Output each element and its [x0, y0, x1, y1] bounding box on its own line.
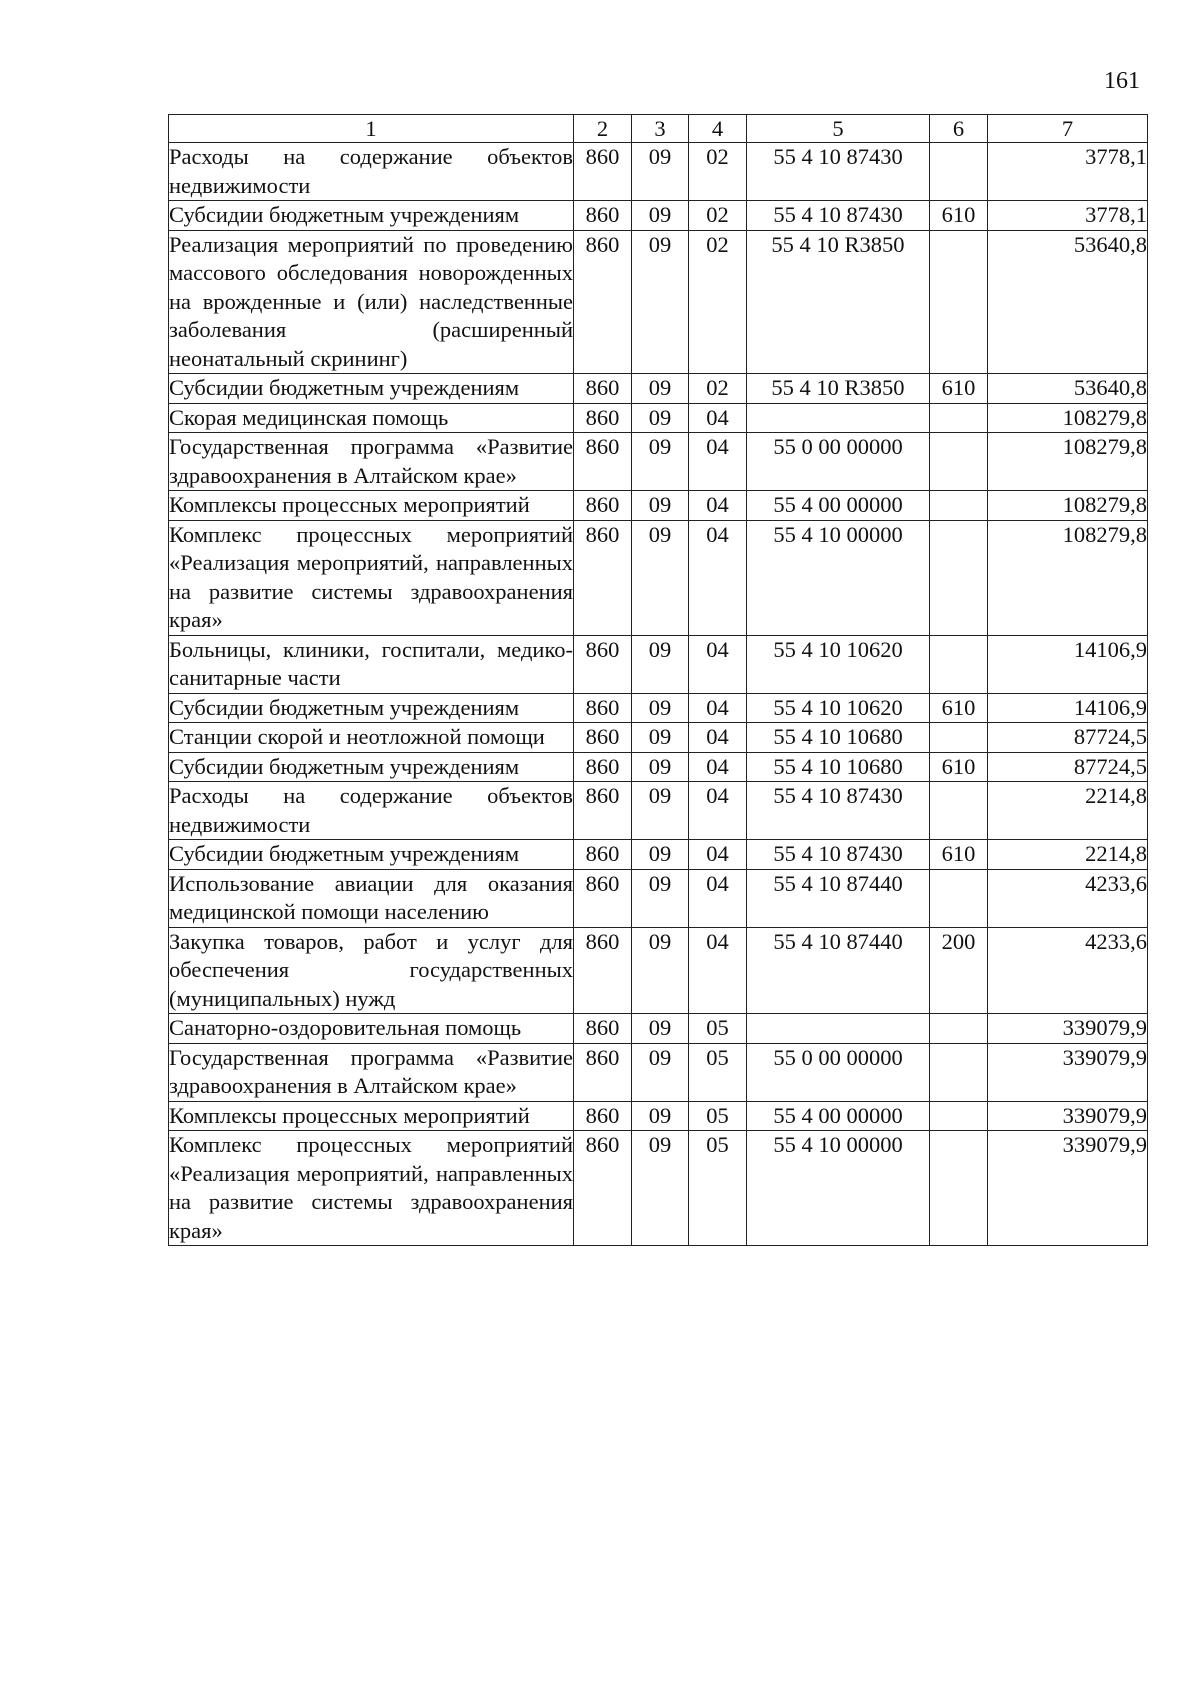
row-name-cell: Субсидии бюджетным учреждениям [169, 201, 574, 231]
target-article-cell: 55 4 10 10620 [747, 635, 930, 693]
target-article-cell [747, 1014, 930, 1044]
table-row [169, 635, 1148, 693]
amount-cell: 339079,9 [988, 1043, 1148, 1101]
table-row [169, 201, 1148, 231]
table-row [169, 752, 1148, 782]
row-name-cell: Скорая медицинская помощь [169, 403, 574, 433]
subsection-code-cell: 09 [632, 927, 689, 1014]
section-code-cell: 860 [574, 520, 632, 635]
subsection-code-cell: 09 [632, 840, 689, 870]
row-name-cell: Расходы на содержание объектов недвижимости [169, 782, 574, 840]
table-row [169, 927, 1148, 1014]
amount-cell: 108279,8 [988, 520, 1148, 635]
subsection2-code-cell: 04 [689, 635, 747, 693]
section-code-cell: 860 [574, 1014, 632, 1044]
amount-cell: 87724,5 [988, 723, 1148, 753]
target-article-cell: 55 4 10 87430 [747, 201, 930, 231]
subsection-code-cell: 09 [632, 1131, 689, 1246]
target-article-cell: 55 4 00 00000 [747, 491, 930, 521]
expense-type-cell [930, 635, 988, 693]
target-article-cell: 55 4 10 87430 [747, 782, 930, 840]
header-row [169, 115, 1148, 143]
budget-table [168, 114, 1148, 1246]
subsection2-code-cell: 02 [689, 230, 747, 374]
target-article-cell: 55 4 10 00000 [747, 520, 930, 635]
subsection-code-cell: 09 [632, 1043, 689, 1101]
section-code-cell: 860 [574, 927, 632, 1014]
amount-cell: 108279,8 [988, 491, 1148, 521]
amount-cell: 2214,8 [988, 840, 1148, 870]
row-name-cell: Государственная программа «Развитие здравоохранения в Алтайском крае» [169, 433, 574, 491]
amount-cell: 53640,8 [988, 374, 1148, 404]
expense-type-cell [930, 723, 988, 753]
section-code-cell: 860 [574, 201, 632, 231]
section-code-cell: 860 [574, 491, 632, 521]
column-header: 3 [632, 115, 689, 143]
table-row [169, 1014, 1148, 1044]
subsection-code-cell: 09 [632, 433, 689, 491]
expense-type-cell: 610 [930, 752, 988, 782]
subsection-code-cell: 09 [632, 520, 689, 635]
target-article-cell: 55 4 10 R3850 [747, 374, 930, 404]
expense-type-cell [930, 1014, 988, 1044]
expense-type-cell: 610 [930, 374, 988, 404]
row-name-cell: Закупка товаров, работ и услуг для обеспечения государственных (муниципальных) нужд [169, 927, 574, 1014]
row-name-cell: Субсидии бюджетным учреждениям [169, 840, 574, 870]
table-row [169, 433, 1148, 491]
target-article-cell: 55 4 10 00000 [747, 1131, 930, 1246]
target-article-cell: 55 4 10 10620 [747, 693, 930, 723]
subsection2-code-cell: 04 [689, 927, 747, 1014]
target-article-cell: 55 4 10 10680 [747, 723, 930, 753]
expense-type-cell [930, 1101, 988, 1131]
section-code-cell: 860 [574, 143, 632, 201]
subsection2-code-cell: 05 [689, 1014, 747, 1044]
row-name-cell: Больницы, клиники, госпитали, медико-санитарные части [169, 635, 574, 693]
expense-type-cell [930, 491, 988, 521]
subsection2-code-cell: 04 [689, 782, 747, 840]
table-row [169, 374, 1148, 404]
column-header: 7 [988, 115, 1148, 143]
subsection-code-cell: 09 [632, 201, 689, 231]
amount-cell: 2214,8 [988, 782, 1148, 840]
subsection-code-cell: 09 [632, 491, 689, 521]
expense-type-cell [930, 230, 988, 374]
target-article-cell: 55 4 10 87430 [747, 840, 930, 870]
column-header: 2 [574, 115, 632, 143]
expense-type-cell [930, 782, 988, 840]
table-row [169, 230, 1148, 374]
subsection2-code-cell: 04 [689, 869, 747, 927]
expense-type-cell [930, 433, 988, 491]
target-article-cell: 55 4 10 R3850 [747, 230, 930, 374]
section-code-cell: 860 [574, 230, 632, 374]
table-row [169, 723, 1148, 753]
subsection2-code-cell: 04 [689, 752, 747, 782]
table-row [169, 693, 1148, 723]
row-name-cell: Субсидии бюджетным учреждениям [169, 752, 574, 782]
table-row [169, 403, 1148, 433]
section-code-cell: 860 [574, 723, 632, 753]
expense-type-cell [930, 403, 988, 433]
row-name-cell: Комплекс процессных мероприятий «Реализация мероприятий, направленных на развитие системы здравоохранения края» [169, 520, 574, 635]
row-name-cell: Субсидии бюджетным учреждениям [169, 374, 574, 404]
target-article-cell: 55 4 10 10680 [747, 752, 930, 782]
expense-type-cell [930, 143, 988, 201]
amount-cell: 108279,8 [988, 433, 1148, 491]
target-article-cell [747, 403, 930, 433]
table-row [169, 869, 1148, 927]
column-header: 6 [930, 115, 988, 143]
table-row [169, 1043, 1148, 1101]
amount-cell: 339079,9 [988, 1131, 1148, 1246]
subsection2-code-cell: 04 [689, 403, 747, 433]
target-article-cell: 55 0 00 00000 [747, 433, 930, 491]
column-header: 1 [169, 115, 574, 143]
table-row [169, 520, 1148, 635]
subsection2-code-cell: 05 [689, 1043, 747, 1101]
subsection2-code-cell: 04 [689, 520, 747, 635]
expense-type-cell [930, 520, 988, 635]
section-code-cell: 860 [574, 1131, 632, 1246]
subsection-code-cell: 09 [632, 230, 689, 374]
subsection2-code-cell: 02 [689, 143, 747, 201]
subsection-code-cell: 09 [632, 869, 689, 927]
table-row [169, 143, 1148, 201]
table-row [169, 1101, 1148, 1131]
row-name-cell: Станции скорой и неотложной помощи [169, 723, 574, 753]
section-code-cell: 860 [574, 840, 632, 870]
target-article-cell: 55 4 10 87430 [747, 143, 930, 201]
target-article-cell: 55 4 00 00000 [747, 1101, 930, 1131]
expense-type-cell [930, 1131, 988, 1246]
subsection-code-cell: 09 [632, 782, 689, 840]
row-name-cell: Использование авиации для оказания медицинской помощи населению [169, 869, 574, 927]
amount-cell: 108279,8 [988, 403, 1148, 433]
section-code-cell: 860 [574, 782, 632, 840]
subsection2-code-cell: 04 [689, 433, 747, 491]
target-article-cell: 55 4 10 87440 [747, 927, 930, 1014]
column-header: 5 [747, 115, 930, 143]
subsection-code-cell: 09 [632, 1014, 689, 1044]
section-code-cell: 860 [574, 374, 632, 404]
amount-cell: 53640,8 [988, 230, 1148, 374]
row-name-cell: Реализация мероприятий по проведению массового обследования новорожденных на врожденные и (или) наследственные заболевания (расширенный неонатальный скрининг) [169, 230, 574, 374]
section-code-cell: 860 [574, 869, 632, 927]
subsection2-code-cell: 04 [689, 491, 747, 521]
section-code-cell: 860 [574, 433, 632, 491]
row-name-cell: Комплексы процессных мероприятий [169, 491, 574, 521]
subsection2-code-cell: 04 [689, 723, 747, 753]
amount-cell: 3778,1 [988, 143, 1148, 201]
subsection2-code-cell: 02 [689, 201, 747, 231]
amount-cell: 87724,5 [988, 752, 1148, 782]
subsection-code-cell: 09 [632, 1101, 689, 1131]
amount-cell: 14106,9 [988, 693, 1148, 723]
row-name-cell: Субсидии бюджетным учреждениям [169, 693, 574, 723]
expense-type-cell: 610 [930, 840, 988, 870]
amount-cell: 339079,9 [988, 1014, 1148, 1044]
subsection-code-cell: 09 [632, 635, 689, 693]
section-code-cell: 860 [574, 635, 632, 693]
table-row [169, 840, 1148, 870]
target-article-cell: 55 0 00 00000 [747, 1043, 930, 1101]
section-code-cell: 860 [574, 403, 632, 433]
subsection-code-cell: 09 [632, 752, 689, 782]
subsection-code-cell: 09 [632, 403, 689, 433]
amount-cell: 14106,9 [988, 635, 1148, 693]
section-code-cell: 860 [574, 752, 632, 782]
amount-cell: 4233,6 [988, 869, 1148, 927]
column-header: 4 [689, 115, 747, 143]
expense-type-cell [930, 1043, 988, 1101]
row-name-cell: Расходы на содержание объектов недвижимости [169, 143, 574, 201]
expense-type-cell: 200 [930, 927, 988, 1014]
section-code-cell: 860 [574, 1043, 632, 1101]
row-name-cell: Комплексы процессных мероприятий [169, 1101, 574, 1131]
table-body [169, 143, 1148, 1246]
section-code-cell: 860 [574, 693, 632, 723]
subsection2-code-cell: 04 [689, 840, 747, 870]
subsection-code-cell: 09 [632, 143, 689, 201]
target-article-cell: 55 4 10 87440 [747, 869, 930, 927]
subsection2-code-cell: 04 [689, 693, 747, 723]
subsection2-code-cell: 05 [689, 1131, 747, 1246]
expense-type-cell: 610 [930, 693, 988, 723]
subsection-code-cell: 09 [632, 693, 689, 723]
row-name-cell: Комплекс процессных мероприятий «Реализация мероприятий, направленных на развитие системы здравоохранения края» [169, 1131, 574, 1246]
section-code-cell: 860 [574, 1101, 632, 1131]
subsection2-code-cell: 05 [689, 1101, 747, 1131]
subsection-code-cell: 09 [632, 374, 689, 404]
row-name-cell: Государственная программа «Развитие здравоохранения в Алтайском крае» [169, 1043, 574, 1101]
table-row [169, 782, 1148, 840]
subsection2-code-cell: 02 [689, 374, 747, 404]
expense-type-cell [930, 869, 988, 927]
expense-type-cell: 610 [930, 201, 988, 231]
amount-cell: 4233,6 [988, 927, 1148, 1014]
subsection-code-cell: 09 [632, 723, 689, 753]
table-row [169, 1131, 1148, 1246]
row-name-cell: Санаторно-оздоровительная помощь [169, 1014, 574, 1044]
page-number: 161 [1104, 68, 1140, 94]
amount-cell: 3778,1 [988, 201, 1148, 231]
amount-cell: 339079,9 [988, 1101, 1148, 1131]
table-row [169, 491, 1148, 521]
